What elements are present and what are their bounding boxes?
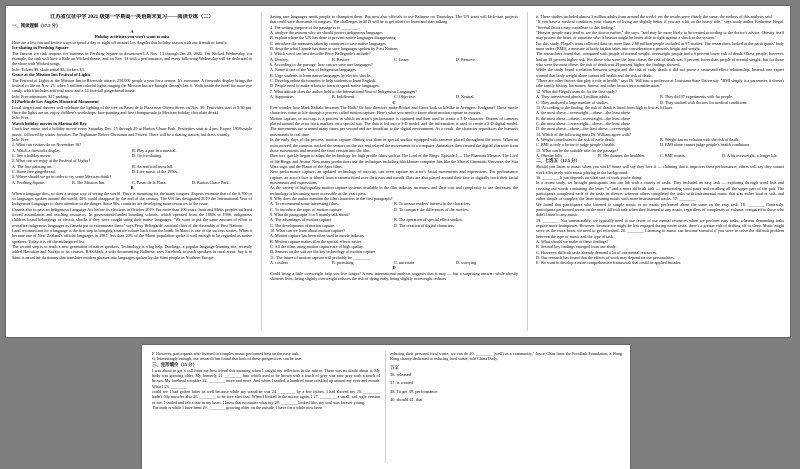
option: B. the most obese—obese—overweight—the least obese <box>536 115 631 121</box>
answer-line: 36. released <box>390 371 411 377</box>
option: B. Urge students to learn native languages by electric shocks. <box>270 72 372 78</box>
answer-line: 37. is wasted <box>390 380 413 386</box>
option: C. BMI counts. <box>660 152 686 158</box>
paragraph: Catch live music and a holiday movie every Saturday Dec. 15 through 29 at Burton Chace Park. Festivities start at 4 pm. Expect 1950s-style music, followed by winter favorites The Nightmare Before Christmas and Frozen. There will be a skating station, but dress warmly. <box>12 126 252 137</box>
question: 9. What do paragraphs 3 to 5 mainly talk about? <box>270 211 350 217</box>
option: A. Watch a fireworks display. <box>12 147 61 153</box>
question: 2. What can we enjoy at the Festival of Lights? <box>12 158 91 164</box>
option: C. Paseo de la Plaza. <box>132 179 167 185</box>
paragraph: 19. ________ Not unreasonably, we typically need to use fewer of our mental resources when we perform easy tasks, whereas demanding tasks require more brainpower. However, because we might be less engaged during easier tasks, there's a greater risk of drifting off to sleep. Music might serve as the extra boost we need to get refreshed. 20. ________ Listening to music can become stressful if you were to solve the difficult problem between the type of music and the type of task. <box>536 217 784 239</box>
option: A. The face painting art. <box>12 163 53 169</box>
paragraph: The researchers found that, compared with people of normal weight, overweight people had a 6 percent lower risk of death. Obese people, however, had an 18 percent higher risk. For those who were the least obese, the risk of death was 5 percent lower than people of normal weight, but for those who were the most obese, the risk of death was 29 percent higher, the findings showed. <box>536 51 784 68</box>
passage-heading: Holiday activities you won't want to miss <box>94 34 170 40</box>
document-page-2 <box>142 345 630 469</box>
option: D. To compare the differences of the movies. <box>394 206 469 212</box>
option: A. To recommend some interesting films. <box>270 201 339 207</box>
item-title: Grace at the Mission Inn Festival of Lights <box>12 72 91 77</box>
option: B. An artificial snowfall. <box>132 163 174 169</box>
passage-label: D <box>392 265 396 271</box>
paragraph: While the study found a relation between weight and the risk of early death, it did not prove a cause-and-effect relationship. Instead, one expert warned that body weight alone cannot tell health and the risk of death. <box>536 67 784 78</box>
paragraph: The famous ice rink reopens for business in Pershing Square in downtown LA Nov. 13 through Jan 23, 2022. On Wicked Wednesday, for example, the rink will have a Ride on Wicked theme, and on Nov. 13 with a performance, and every following Wednesday will be dedicated to the show with Wicked songs. <box>12 50 252 67</box>
option: A. the most obese—overweight—obese—the least obese <box>536 110 631 116</box>
page1-column-2 <box>270 14 518 333</box>
question: 5. Which word can best describe Perry Bellegarde's attitude? <box>270 51 371 57</box>
option: G. Interestingly enough, our research has found that both of these perspectives can be true. <box>152 356 303 362</box>
paragraph: Directors quickly began to adapt the technology for high profile films such as The Lord of the Rings: Episode I — The Phantom Menace, The Lord of the Rings, and Avatar. Now many productions use the technique, including blockbuster computer hits like the Marvel Cinematic Universe, the Star Wars saga, and the Planet of the Apes films. <box>270 153 518 169</box>
option: C. BMI is only a factor to judge people's health. <box>536 142 616 148</box>
paragraph: In the early days of the process, motion capture filming was done in special studios equipped with cameras placed throughout the room. When an actor moved, the cameras tracked the sensors on the suit and relayed the movements to a computer. Animators then created the digital character from those movements and inserted the final version into the film. <box>270 137 518 153</box>
option: D. BMI alone cannot judge people's health conditions. <box>660 142 751 148</box>
document-page-1 <box>6 6 790 337</box>
question: 4. The writing purpose of the passage is to ________. <box>270 24 359 30</box>
paragraph: When a language dies, so does a unique way of seeing the world. There is mourning for the many tongues. Experts estimate that of the 6,700 or so languages spoken around the world, 40% could disappear by the end of the century. The UN has designated 2019 the International Year of Indigenous Languages to draw attention to the danger. Since 80s, countries are developing more resources to the issue. <box>12 190 252 207</box>
page1-column-1 <box>12 14 252 333</box>
question: 15. What can be the suitable title for the passage? <box>536 147 619 153</box>
answer-line: 38. To get 39. performance <box>390 388 438 394</box>
option: A. What should we make of these findings? <box>536 239 609 245</box>
option: C. However, difficult tasks already demand a lot of our mental resources. <box>536 249 658 255</box>
paragraph: Could being a little overweight help you live longer? A new international analysis suggests that it may — but a surprising answer: while obesity shortens lives, being slightly overweight reduces the risk of dying early, being slightly overweight reduces <box>270 271 518 282</box>
item-title: Ice-skating in Pershing Square <box>12 45 69 51</box>
option: C. The development of motion capture. <box>270 222 336 228</box>
option: C. They analyzed a large number of studies. <box>536 99 609 105</box>
option: B. Several key findings emerged from our study. <box>536 244 617 250</box>
page2-column-2 <box>390 351 622 465</box>
option: A. analyze the reasons why we should protect indigenous languages <box>270 30 383 36</box>
option: D. Go ice-skating. <box>132 152 163 158</box>
paragraph: Saving rare languages needs people to champion them. But now also officials to use Balinese on Thursdays. The UN want will kick-start projects that could save thousands of tongues. The challenges in 2019 will be to get others to listen and start talking. <box>270 14 518 25</box>
item-title: El Pueblo de Los Angeles Historical Monument <box>12 98 99 104</box>
option: B. They did 97 experiments with fat people. <box>660 94 733 100</box>
question: 14. Which of the following must Dr. William agree with? <box>536 131 631 137</box>
option: C. Objective. <box>394 94 416 100</box>
option: C. the most obese—overweight—obese—the least obese <box>536 120 631 126</box>
option: A. costless <box>270 260 288 266</box>
paragraph: Motion capture, or mo-cap, is a process in which an actor's performance is captured and then used to create a 3-D character. Dozens of cameras placed around the actor track markers on a special suit. The data is fed into a 3-D model, and the information is used to create a 3-D digital model. The movements are scanned many times per second and are broadcast to the digital environment. As a result, the character reproduces the human's movements in real time. <box>270 115 518 137</box>
paragraph: In a recent study, we brought participants into our lab with a variety of tasks. They included an easy task — exploring through word lists and crossing out words containing the letter "a" and a more difficult task — memorizing word pairs and recalling all the upper part of the pair. The participants completed each of the tasks in silence, whereas others completed the tasks with instrumental music that was either loud or soft, and either simple or complex, the latter meaning music with more instrumental tracks. 17. ________ <box>536 180 784 202</box>
paragraph: For this study, Flegal's team collected data on more than 2.88 million people included in 97 studies. The researchers looked at the participants' body mass index (BMI), a measure of body fat that takes into consideration a person's height and weight. <box>536 40 784 52</box>
option: A. The advantages of motion capture. <box>270 217 333 223</box>
paragraph: Land reconnection for a language is the first step in bringing a native culture back from the brink. In Maori is one of the success stories. When it became one of New Zealand's official languages in 1987, less than 20% of the Maori population spoke it well enough to be regarded as native speakers. Today it is off the endangered list. <box>12 227 252 244</box>
option: A. Obesity kills. <box>536 152 564 158</box>
question: 6. According to the passage, how can we save rare languages? <box>270 62 373 68</box>
option: D. worrying <box>456 260 477 266</box>
option: A. Weight contributes to the risk of early death. <box>536 136 615 142</box>
paragraph: The truth is while I have been 29. ________ growing older on the outside, I have for a while now been <box>152 405 323 411</box>
question: 3. Where should we go in order to try some Mexican drink? <box>12 174 112 180</box>
option: D. Neutral. <box>456 94 475 100</box>
option: B. The thinner, the healthier. <box>598 152 646 158</box>
column-divider <box>261 12 262 331</box>
paragraph: it. These studies included almost 3 million adults from around the world, yet the results were clearly the same, the authors of this analysis said. <box>536 14 773 19</box>
paragraph: "Heavier people may tend to see the doctor earlier," she says, "and may be more likely to be treated according to the doctor's advice. Obesity itself may protect the heart, or someone who is heavier might be better able to fight against a shock to the system." <box>536 30 784 41</box>
option: C. See a holiday movie. <box>12 152 52 158</box>
options-row <box>270 94 518 99</box>
option: D. Live music of the 1950s. <box>132 168 179 174</box>
option: B. Indifferent. <box>332 94 356 100</box>
question: 11. The future of motion capture will probably be ________. <box>270 254 371 260</box>
question: 12. What did Flegal's team do for the first study? <box>536 88 617 94</box>
document-title: 江苏省仪征中学 2021 级第一学期高一英语期末复习——阅读专练（二） <box>50 14 214 20</box>
passage-label: C <box>392 99 396 105</box>
paragraph: could see I had gotten fatter as well because while my waistline was 24. ________ by a few inches. I had shoved my 25. ________ hadn't. My muscles also 26. ________ to be sore after that. When I looked in the mirror again, I 27. ________ a small, sad, ugly version of me. I smiled and felt a tear in my heart. I knew that no matter what my 28. ________ looked like, my soul was forever young. <box>152 389 380 405</box>
paragraph: Canada also to pass an Indigenous Language Act before its elections in October 2019. For more than 100 years, Inuit and Métis peoples suffered forced assimilation and teaching resources. In government-funded boarding schools, which operated from the 1880s to 1996, indigenous children found belongings or electric shocks if they were caught using their native languages. "We want to put the same amount of effort to revitalize indigenous languages as Canada put to exterminate them," says Perry Bellegarde, national chief of the Assembly of First Nations. <box>12 206 252 228</box>
option: C. All the films using motion capture are of high quality. <box>270 244 364 250</box>
question: 8. Why does the author mention the film characters in the first paragraph? <box>270 195 393 201</box>
option: B. Weight has no relation with the risk of death. <box>660 136 740 142</box>
paragraph: The Festival of Lights at the Mission Inn in Riverside attracts 250,000 people a year for a reason. It's awesome. A fireworks display brings the festival to life on Nov. 25, when 5 million colorful lights ranging the Mission Inn are brought through Jan. 6. Walk inside the hotel for more eye candy, which includes artificial snow and a 12-foot-tall gingerbread house. <box>12 77 252 94</box>
option: B. The Mission Inn. <box>72 179 106 185</box>
option: D. They studied with doctors for medical conditions. <box>660 99 748 105</box>
option: C. Some free gingerbread. <box>12 168 56 174</box>
paragraph: "If you have a medical condition, your chances of living are slightly better if you are a bit on the heavy side," says study author Katherine Flegal. "Several factors may contribute to this finding." <box>536 19 784 30</box>
option: A. Destroy. <box>270 56 289 62</box>
option: C. Develop online dictionaries to help students to learn English. <box>270 78 376 84</box>
option: D. describe what Canada has done to save languages spoken by First Nations <box>270 46 398 52</box>
option: B. To arouse readers' interest in the characters. <box>394 201 472 207</box>
question: 10. What can we learn about motion capture? <box>270 228 346 233</box>
option: C. uncertain <box>394 260 415 266</box>
option: C. introduce the measures taken by countries to save native languages <box>270 40 386 46</box>
option: A. Supportive. <box>270 94 295 100</box>
option: A. They interviewed almost 3 million adults. <box>536 94 611 100</box>
option: B. Play a part in a musical. <box>132 147 177 153</box>
option: B. Motion capture makes film the special effects easier. <box>270 238 362 244</box>
item-info: Info: Tickets $9, skate rental $3, lockers $3. <box>12 66 85 72</box>
column-divider <box>527 12 528 331</box>
option: D. Remove. <box>456 56 476 62</box>
item-title: Watch holiday movies in Marina del Rey <box>12 120 87 126</box>
paragraph: 16. ________ It just depends on what sort of work you're doing. <box>536 174 643 180</box>
option: D. The creation of digital characters. <box>394 222 455 228</box>
paragraph: The second step is to teach a new generation of native speakers. Technology is a big help. Duolingo, a popular language-learning site, recently added Hawaiian and Navajo to its courses. BASAbali, a wiki documenting Balinese, uses Facebook to teach speakers in rural areas. Say it in Sámi is an online dictionary that translates modern phrases into languages spoken by the Sámi people in Northern Europe. <box>12 244 252 260</box>
item-info: Info: Free. <box>12 136 30 142</box>
answer-line: 40. should 41. that <box>390 396 423 402</box>
section-heading: 一、阅读理解（17.5 分） <box>12 22 61 28</box>
option: D. People need to make efforts to learn or speak native languages. <box>270 83 380 89</box>
option: A. Pershing Square. <box>12 179 46 185</box>
paragraph: reducing their personal food waste, we can do 40. ________ (well) as a community," Joyce Chan from the Foodlink Foundation, a Hong Kong charity dedicated to reducing food waste, told China Daily. <box>390 351 622 362</box>
option: A. Name it one of the Year of Indigenous languages. <box>270 67 357 73</box>
question: 13. According to the finding, the risk of death is listed from high to low as follows <box>536 104 673 110</box>
item-info: Info: Free admission, $17 parking. <box>12 93 70 99</box>
page1-column-3 <box>536 14 784 333</box>
option: D. Sensors on the suit are the key technology of motion capture. <box>270 249 377 255</box>
paragraph: New performance capture, an updated technology of mo-cap, can even capture an actor's facial movements and expressions. For performance capture, an actor's face is filmed from a camera fitted over their ears and mouth. Dots are also placed around their face to digitally track their facial movements and expressions. <box>270 169 518 185</box>
option: D. A bit overweight, a longer life. <box>722 152 778 158</box>
item-info: Info: Free. <box>12 115 30 121</box>
paragraph: We found that participants who listened to simple music or no music performed about the same on the easy task. 18. ________ Contrarily, participants performed worse on the more difficult task when they listened to any music, regardless of complexity or volume, compared to those who didn't listen to any music. <box>536 201 784 218</box>
paragraph: Here are a few fun and festive ways to spend a day or night off around Los Angeles this holiday season with our friends or family. <box>12 39 228 45</box>
option: B. explain where the UN has done to prevent native languages disappearing <box>270 35 396 41</box>
option: D. Burton Chace Park. <box>192 179 230 185</box>
section-heading: 二、七选五（12.5 分） <box>536 158 580 164</box>
option: D. Our research has found that the effects of work may depend on our personalities. <box>536 255 675 261</box>
option: E. We want to develop a more comprehensive framework that could be applied broader. <box>536 260 682 266</box>
passage-label: A <box>130 28 134 34</box>
page2-column-1 <box>152 351 380 465</box>
option: C. Learn. <box>394 56 410 62</box>
paragraph: Ever wonder how Mark Raffalo becomes The Hulk? Or how directors make Rocket and Groot look so lifelike in Avengers: Endgame? These movie characters come to life through a process called motion capture. Here's what you need to know about motion capture in movies. <box>270 105 518 116</box>
options-row <box>536 142 784 147</box>
option: F. However, participants who listened to complex music performed best on the easy task. <box>152 351 300 356</box>
question: 7. What attitude does the author hold to the International Year of Indigenous Languages? <box>270 88 417 94</box>
option: B. promising <box>332 260 354 266</box>
answers-heading: 答案 <box>390 364 399 370</box>
paragraph: "There are other factors that play a role in health," says Dr. William, a professor at Louisiana State University. "BMI simply is a parameter, it doesn't take family history, hormones, fitness, and other factors into consideration." <box>536 78 784 89</box>
column-divider <box>385 351 386 463</box>
paragraph: I was about to get a call from my best friend this morning when I caught my reflection in the mirror. There was no doubt about it. My body was growing older. My formerly 21. ________ hair which used to be brown with a touch of grey was now grey with a touch of brown. My forehead wrinkles 22. ________ more and more. And when I smiled, a hundred more crinkled up around my eyes and mouth. What I 23. ________ <box>152 367 380 389</box>
option: A. Motion capture has been often used in movie industry. <box>270 233 366 239</box>
section-heading: 三、完形填空（15 分） <box>152 361 198 367</box>
passage-label: B <box>130 184 134 190</box>
option: B. Restore. <box>332 56 351 62</box>
option: B. The operation of special effect studios. <box>394 217 464 223</box>
paragraph: Local singers and dancers will celebrate the lighting of the tree on Paseo de la Plaza near Olvera Street on Nov. 30. Festivities start at 5:30 pm. Once the lights are on, enjoy children's workshops, face-painting and free champurrado (a Mexican holiday chocolate drink). <box>12 104 252 115</box>
question: 1. What can visitors do on November 16? <box>12 142 81 148</box>
paragraph: As the variety of high-quality motion capture systems available in the film industry increases, and their cost and complexity to use decreases, the technology is becoming more accessible as the years pass. <box>270 185 518 196</box>
paragraph: Should you listen to music when you work? Some will say they love it — claiming that it improves their performance; others will say they cannot work effectively with music playing in the background. <box>536 164 784 175</box>
option: C. To introduce the topic of motion capture. <box>270 206 343 212</box>
option: D. the most obese—obese—the least obese—overweight <box>536 126 631 132</box>
